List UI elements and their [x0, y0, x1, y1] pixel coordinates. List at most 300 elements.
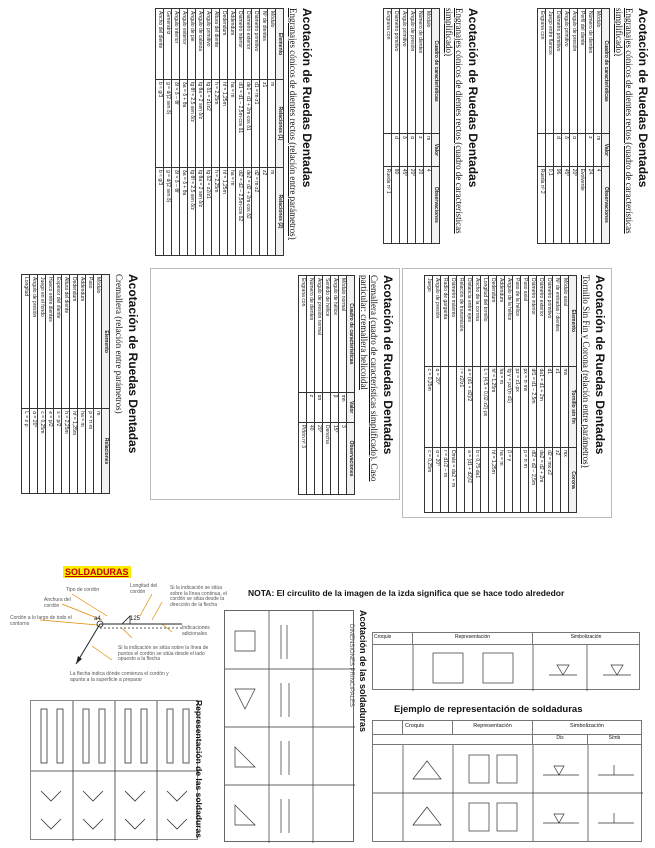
table-row	[323, 276, 331, 495]
table-row	[586, 9, 594, 244]
table-row	[244, 9, 252, 256]
table-cell: Espesor del diente	[54, 275, 62, 409]
table-row	[562, 9, 570, 244]
table-cell: d	[554, 134, 562, 167]
table-row	[489, 276, 497, 513]
table-cell: Ángulo de presión	[433, 276, 441, 367]
weld-dim-length: 125	[130, 616, 141, 622]
table-cell: Diámetro máximo	[449, 276, 457, 367]
table-cell: αn	[315, 392, 323, 422]
weld-callout-around: Cordón a lo largo de todo el contorno	[10, 615, 72, 627]
table-cell: Ángulo primitivo	[204, 9, 212, 80]
table-cell	[481, 448, 489, 513]
table-cell: Ancho del diente	[156, 9, 164, 80]
table-cell: Módulo axial	[561, 276, 569, 367]
table-row	[70, 275, 78, 494]
table-cell: p = π·m	[86, 409, 94, 494]
table-cell: δa = δ + θa	[180, 167, 188, 255]
table-cell: z	[586, 134, 594, 167]
weld-table-drawings	[225, 611, 355, 843]
table-cell: h = 2,25m	[212, 167, 220, 255]
table-cell: Ángulo interior	[172, 9, 180, 80]
table-cell: Ángulo de presión normal	[315, 276, 323, 393]
ex-h-simb: Simbolización	[570, 723, 604, 729]
sheet-e-header: Valor	[347, 392, 355, 422]
table-cell: m	[94, 409, 102, 494]
sheet-f-title: Acotación de Ruedas Dentadas	[126, 274, 140, 454]
table-cell: m	[268, 79, 276, 167]
table-cell: p = π·m	[521, 448, 529, 513]
table-cell: d2 = mx·z2	[545, 448, 553, 513]
table-cell: Dedendum	[489, 276, 497, 367]
table-row	[425, 276, 433, 513]
table-row	[457, 276, 465, 513]
table-cell	[457, 448, 465, 513]
table-cell: δ	[400, 134, 408, 167]
table-row	[433, 276, 441, 513]
table-cell: h = 2,25m	[62, 409, 70, 494]
table-cell: δf = δ − θf	[172, 167, 180, 255]
sheet-e-title: Acotación de Ruedas Dentadas	[381, 275, 395, 455]
table-row	[188, 9, 196, 256]
table-cell: 96	[554, 166, 562, 243]
sheet-d-header: Corona	[569, 448, 577, 513]
table-cell: i = z2/z1	[457, 366, 465, 448]
welding-heading: SOLDADURAS	[65, 567, 129, 577]
table-row	[392, 9, 400, 244]
table-cell: L ≈ (4,5 + 0,02·z2)·px	[481, 366, 489, 448]
weld-callout-extra: Indicaciones adicionales	[182, 625, 210, 637]
small-ex-h-croquis: Croquis	[373, 633, 413, 644]
table-cell: Hueco entre dientes	[46, 275, 54, 409]
sheet-c-title: Acotación de Ruedas Dentadas	[300, 8, 314, 188]
sheet-d-table	[424, 275, 577, 513]
table-cell	[449, 366, 457, 448]
table-cell	[578, 134, 586, 167]
table-cell: tg δ1 = z1/z2	[204, 79, 212, 167]
table-row	[30, 275, 38, 494]
table-cell: Perfil del diente	[578, 9, 586, 134]
weld-callout-arrow: La flecha indica dónde comienza el cordón y apunta a la superficie a preparar	[70, 671, 169, 683]
table-cell	[546, 134, 554, 167]
table-cell: Diámetro primitivo	[252, 9, 260, 80]
ex-h-dis: Dis	[533, 735, 588, 744]
table-cell: Diámetro primitivo	[554, 9, 562, 134]
table-cell: z2	[260, 167, 268, 255]
small-ex-h-simb: Simbolización	[570, 634, 602, 640]
table-cell: 4	[424, 166, 432, 243]
table-cell: Número de dientes	[307, 276, 315, 393]
table-cell: Rueda nº 1	[384, 166, 392, 243]
table-cell: δf = δ − θf	[172, 79, 180, 167]
table-cell: Addendum	[78, 275, 86, 409]
small-example-drawings	[373, 645, 641, 691]
table-row	[561, 276, 569, 513]
table-row	[538, 9, 546, 244]
ex-h-rep: Representación	[453, 721, 533, 734]
table-cell: Derecha	[323, 422, 331, 494]
ex-h-croquis: Croquis	[403, 721, 453, 734]
table-row	[594, 9, 602, 244]
table-row	[156, 9, 164, 256]
sheet-b-subtitle: Engranajes cónicos de dientes rectos (cuadro de características simplificado)	[444, 8, 464, 234]
table-cell: mx	[561, 448, 569, 513]
table-row	[545, 276, 553, 513]
table-cell: Addendum	[228, 9, 236, 80]
table-cell: Número de dientes	[416, 9, 424, 134]
table-cell: 45°	[400, 166, 408, 243]
table-row	[521, 276, 529, 513]
sheet-c-table	[155, 8, 284, 256]
sheet-rack-chart	[150, 268, 400, 500]
table-cell: da1 = d1 + 2m	[537, 366, 545, 448]
table-cell: Diámetro primitivo	[392, 9, 400, 134]
table-row	[497, 276, 505, 513]
sheet-f-header: Relaciones	[102, 409, 110, 494]
table-cell: 20°	[570, 166, 578, 243]
table-cell: Juego	[425, 276, 433, 367]
table-row	[400, 9, 408, 244]
table-cell: b ≈ 0,75·da1	[473, 448, 481, 513]
table-cell: tg γ = pz/(π·d1)	[505, 366, 513, 448]
table-cell: Paso axial	[521, 276, 529, 367]
table-cell: Ángulo de la hélice	[505, 276, 513, 367]
table-cell: Módulo	[594, 9, 602, 134]
table-cell: 0,1	[546, 166, 554, 243]
table-cell: Ángulo de presión	[570, 9, 578, 134]
table-cell: z	[416, 134, 424, 167]
table-row	[554, 9, 562, 244]
table-row	[62, 275, 70, 494]
table-cell: 20°	[408, 166, 416, 243]
table-cell: z1	[260, 79, 268, 167]
weld-table-subtitle: DIMENSIONES PRINCIPALES	[348, 624, 354, 707]
table-row	[570, 9, 578, 244]
table-row	[384, 9, 392, 244]
table-cell: 3	[339, 422, 347, 494]
table-cell: α	[408, 134, 416, 167]
table-cell: 20	[416, 166, 424, 243]
table-cell: α = 20°	[30, 409, 38, 494]
sheet-a-header: Valor	[602, 134, 610, 167]
table-row	[260, 9, 268, 256]
table-cell: d2 = m·z2	[252, 167, 260, 255]
table-cell	[323, 392, 331, 422]
table-cell: tg θf = 2,5 sen δ/z	[188, 167, 196, 255]
table-cell: de1 = d1 + 2m·cos δ1	[244, 79, 252, 167]
table-cell: ha = m	[78, 409, 86, 494]
weld-callout-width: Anchura del cordón	[44, 597, 71, 609]
table-cell: β	[331, 392, 339, 422]
table-cell: b ≈ g/3	[156, 79, 164, 167]
weld-callout-type: Tipo de cordón	[66, 587, 100, 593]
example-drawings	[373, 745, 643, 841]
table-cell: Dmáx = da2 + m	[449, 448, 457, 513]
sheet-f-subtitle: Cremallera (relación entre parámetros)	[114, 274, 124, 414]
table-cell	[513, 448, 521, 513]
sheet-d-header: Tornillo sin fin	[569, 366, 577, 448]
weld-callout-dotted: Si la indicación se sitúa sobre la línea de puntos el cordón se sitúa desde el lado opuesto a la flecha	[118, 645, 209, 662]
sheet-bevel-gear-relations	[8, 2, 318, 262]
table-cell: Sentido de hélice	[323, 276, 331, 393]
table-row	[180, 9, 188, 256]
sheet-d-header: Elemento	[569, 276, 577, 367]
ex-h-simb2: Símb	[608, 735, 621, 741]
weld-representation-grid	[30, 700, 198, 840]
table-cell: Ángulo de cabeza	[196, 9, 204, 80]
table-cell: ha = m	[228, 167, 236, 255]
table-cell: Ángulo de presión	[408, 9, 416, 134]
sheet-c-header: Relaciones (2)	[276, 167, 284, 255]
table-row	[220, 9, 228, 256]
sheet-a-header: Observaciones	[602, 166, 610, 243]
table-row	[537, 276, 545, 513]
table-cell: Número de dientes	[586, 9, 594, 134]
table-cell: Nº de dientes	[260, 9, 268, 80]
table-cell: c = 0,25m	[425, 366, 433, 448]
table-cell	[384, 134, 392, 167]
table-cell: m	[594, 134, 602, 167]
table-cell: Diámetro interior	[529, 276, 537, 367]
table-cell	[538, 134, 546, 167]
sheet-a-title: Acotación de Ruedas Dentadas	[636, 8, 650, 188]
table-cell: α	[570, 134, 578, 167]
table-row	[38, 275, 46, 494]
sheet-f-header: Elemento	[102, 275, 110, 409]
table-row	[22, 275, 30, 494]
table-cell: Diámetro primitivo	[545, 276, 553, 367]
table-cell: h = 2,25m	[212, 79, 220, 167]
table-cell: ha = m	[497, 448, 505, 513]
sheet-d-subtitle: Tornillo Sin Fin y Corona (relación entre parámetros)	[581, 275, 591, 468]
sheet-c-header: Relaciones (1)	[276, 79, 284, 167]
table-cell: a = (d1 + d2)/2	[465, 366, 473, 448]
table-row	[546, 9, 554, 244]
table-row	[228, 9, 236, 256]
table-cell: g = d/(2 sen δ)	[164, 167, 172, 255]
table-cell: di2 = d2 − 2,5m·cos δ2	[236, 167, 244, 255]
table-cell: δ	[562, 134, 570, 167]
table-row	[54, 275, 62, 494]
weld-example-table	[372, 720, 642, 842]
table-cell: tg θa = 2 sen δ/z	[196, 79, 204, 167]
sheet-b-title: Acotación de Ruedas Dentadas	[466, 8, 480, 188]
table-cell: de2 = d2 + 2m·cos δ2	[244, 167, 252, 255]
table-cell: Distancia entre ejes	[465, 276, 473, 367]
table-cell: Diámetro interior	[236, 9, 244, 80]
table-cell: Piñón nº 3	[299, 422, 307, 494]
weld-example-title: Ejemplo de representación de soldaduras	[394, 704, 583, 715]
table-cell: hf = 1,25m	[220, 167, 228, 255]
table-cell: 40	[307, 422, 315, 494]
table-row	[331, 276, 339, 495]
table-cell: hf = 1,25m	[489, 366, 497, 448]
table-row	[424, 9, 432, 244]
table-cell: mx	[561, 366, 569, 448]
table-cell: Engrana con	[299, 276, 307, 393]
table-cell: Ángulo primitivo	[562, 9, 570, 134]
table-cell: Juego entre flancos	[546, 9, 554, 134]
table-cell: Módulo	[94, 275, 102, 409]
table-cell: Módulo	[424, 9, 432, 134]
table-row	[339, 276, 347, 495]
table-cell: d1 = m·z1	[252, 79, 260, 167]
table-cell: Ángulo de presión	[30, 275, 38, 409]
table-cell: Módulo normal	[339, 276, 347, 393]
table-cell: hf = 1,25m	[70, 409, 78, 494]
table-cell: Addendum	[497, 276, 505, 367]
table-cell: Rueda nº 2	[538, 166, 546, 243]
sheet-b-header: Valor	[432, 134, 440, 167]
weld-dimension-table	[224, 610, 354, 842]
table-cell: d1	[545, 366, 553, 448]
table-cell: Paso de la hélice	[513, 276, 521, 367]
table-cell: ha = m	[228, 79, 236, 167]
table-cell: Radio de garganta	[441, 276, 449, 367]
table-cell: α = 20°	[433, 448, 441, 513]
table-cell: hf = 1,25m	[220, 79, 228, 167]
sheet-bevel-gear-chart-2	[354, 2, 484, 250]
table-row	[164, 9, 172, 256]
table-cell: Altura del diente	[212, 9, 220, 80]
sheet-b-table	[383, 8, 440, 244]
table-row	[505, 276, 513, 513]
table-row	[473, 276, 481, 513]
table-cell: z1	[553, 366, 561, 448]
table-cell: L = z·p	[22, 409, 30, 494]
table-cell: c = 0,25m	[38, 409, 46, 494]
table-cell: 45°	[562, 166, 570, 243]
sheet-f-table	[21, 274, 110, 494]
table-cell: 15°	[331, 422, 339, 494]
table-cell: Diámetro exterior	[244, 9, 252, 80]
table-cell: d	[392, 134, 400, 167]
table-row	[441, 276, 449, 513]
weld-callout-side: Si la indicación se sitúa sobre la línea continua, el cordón se sitúa desde la dirección de la flecha	[170, 585, 227, 608]
table-cell: Paso	[86, 275, 94, 409]
table-cell	[441, 366, 449, 448]
table-cell: Evolvente	[578, 166, 586, 243]
table-cell: r = d1/2 − m	[441, 448, 449, 513]
sheet-rack-relations	[23, 268, 144, 500]
table-cell: 24	[586, 166, 594, 243]
table-cell: s = p/2	[54, 409, 62, 494]
table-cell: 80	[392, 166, 400, 243]
weld-table-title: Acotación de las soldaduras	[358, 610, 368, 733]
sheet-c-subtitle: Engranajes cónicos de dientes rectos (relación entre parámetros)	[288, 8, 298, 240]
table-cell: 20°	[315, 422, 323, 494]
weld-grid-drawings	[31, 701, 199, 841]
sheet-a-subtitle: Engranajes cónicos de dientes rectos (cuadro de características simplificado)	[614, 8, 634, 234]
table-cell: Diámetro exterior	[537, 276, 545, 367]
table-cell: z2	[553, 448, 561, 513]
table-row	[236, 9, 244, 256]
sheet-e-header: Observaciones	[347, 422, 355, 494]
table-cell: z	[307, 392, 315, 422]
sheet-e-table	[298, 275, 355, 495]
table-row	[299, 276, 307, 495]
table-cell	[473, 366, 481, 448]
welding-note: NOTA: El circulito de la imagen de la izda significa que se hace todo alrededor	[248, 588, 565, 598]
table-row	[172, 9, 180, 256]
table-row	[315, 276, 323, 495]
table-cell: Dedendum	[70, 275, 78, 409]
table-cell: Engrana con	[538, 9, 546, 134]
table-cell: tg θf = 2,5 sen δ/z	[188, 79, 196, 167]
table-row	[578, 9, 586, 244]
table-cell: δa = δ + θa	[180, 79, 188, 167]
table-cell: Longitud	[22, 275, 30, 409]
table-row	[307, 276, 315, 495]
table-row	[416, 9, 424, 244]
table-cell: ha = m	[497, 366, 505, 448]
table-cell: Ángulo de hélice	[331, 276, 339, 393]
table-cell: Ángulo exterior	[180, 9, 188, 80]
table-cell: Generatriz	[164, 9, 172, 80]
table-cell: df2 = d2 − 2,5m	[529, 448, 537, 513]
table-cell: Altura del diente	[62, 275, 70, 409]
sheet-e-header: Cuadro de características	[347, 276, 355, 393]
table-row	[196, 9, 204, 256]
sheet-e-subtitle: Cremallera (cuadro de características simplificado). Caso particular: cremallera helicoidal	[359, 275, 379, 482]
table-cell: Ángulo primitivo	[400, 9, 408, 134]
table-row	[252, 9, 260, 256]
sheet-b-header: Cuadro de características	[432, 9, 440, 134]
weld-callout-length: Longitud del cordón	[130, 583, 158, 595]
weld-dim-a: a4	[94, 616, 101, 622]
table-cell: α = 20°	[433, 366, 441, 448]
table-cell: m	[268, 167, 276, 255]
table-cell: Módulo	[268, 9, 276, 80]
table-cell: Relación de transmisión	[457, 276, 465, 367]
table-row	[529, 276, 537, 513]
table-row	[46, 275, 54, 494]
table-cell: tg δ2 = z2/z1	[204, 167, 212, 255]
sheet-b-header: Observaciones	[432, 166, 440, 243]
table-cell: hf = 1,25m	[489, 448, 497, 513]
weld-representation-title: Representación de las soldaduras	[194, 700, 204, 838]
table-row	[553, 276, 561, 513]
table-row	[212, 9, 220, 256]
table-row	[86, 275, 94, 494]
table-row	[449, 276, 457, 513]
sheet-worm-gear-relations	[402, 268, 612, 518]
table-cell: 4	[594, 166, 602, 243]
table-row	[94, 275, 102, 494]
table-cell: mn	[339, 392, 347, 422]
table-cell: pz = z1·px	[513, 366, 521, 448]
table-cell: e = p/2	[46, 409, 54, 494]
table-row	[78, 275, 86, 494]
table-cell: β = γ	[505, 448, 513, 513]
table-cell	[299, 392, 307, 422]
table-cell: a = (d1 + d2)/2	[465, 448, 473, 513]
small-ex-h-rep: Representación	[413, 633, 533, 644]
table-cell: Ángulo de pie	[188, 9, 196, 80]
table-cell: Ancho de la corona	[473, 276, 481, 367]
table-cell: tg θa = 2 sen δ/z	[196, 167, 204, 255]
table-row	[204, 9, 212, 256]
table-row	[465, 276, 473, 513]
table-cell: Juego en el fondo	[38, 275, 46, 409]
table-cell: Nº de entradas / dientes	[553, 276, 561, 367]
table-cell: df1 = d1 − 2,5m	[529, 366, 537, 448]
table-cell: Longitud del tornillo	[481, 276, 489, 367]
table-cell: px = π·mx	[521, 366, 529, 448]
sheet-c-header: Elemento	[276, 9, 284, 80]
sheet-d-title: Acotación de Ruedas Dentadas	[593, 275, 607, 455]
table-cell: m	[424, 134, 432, 167]
